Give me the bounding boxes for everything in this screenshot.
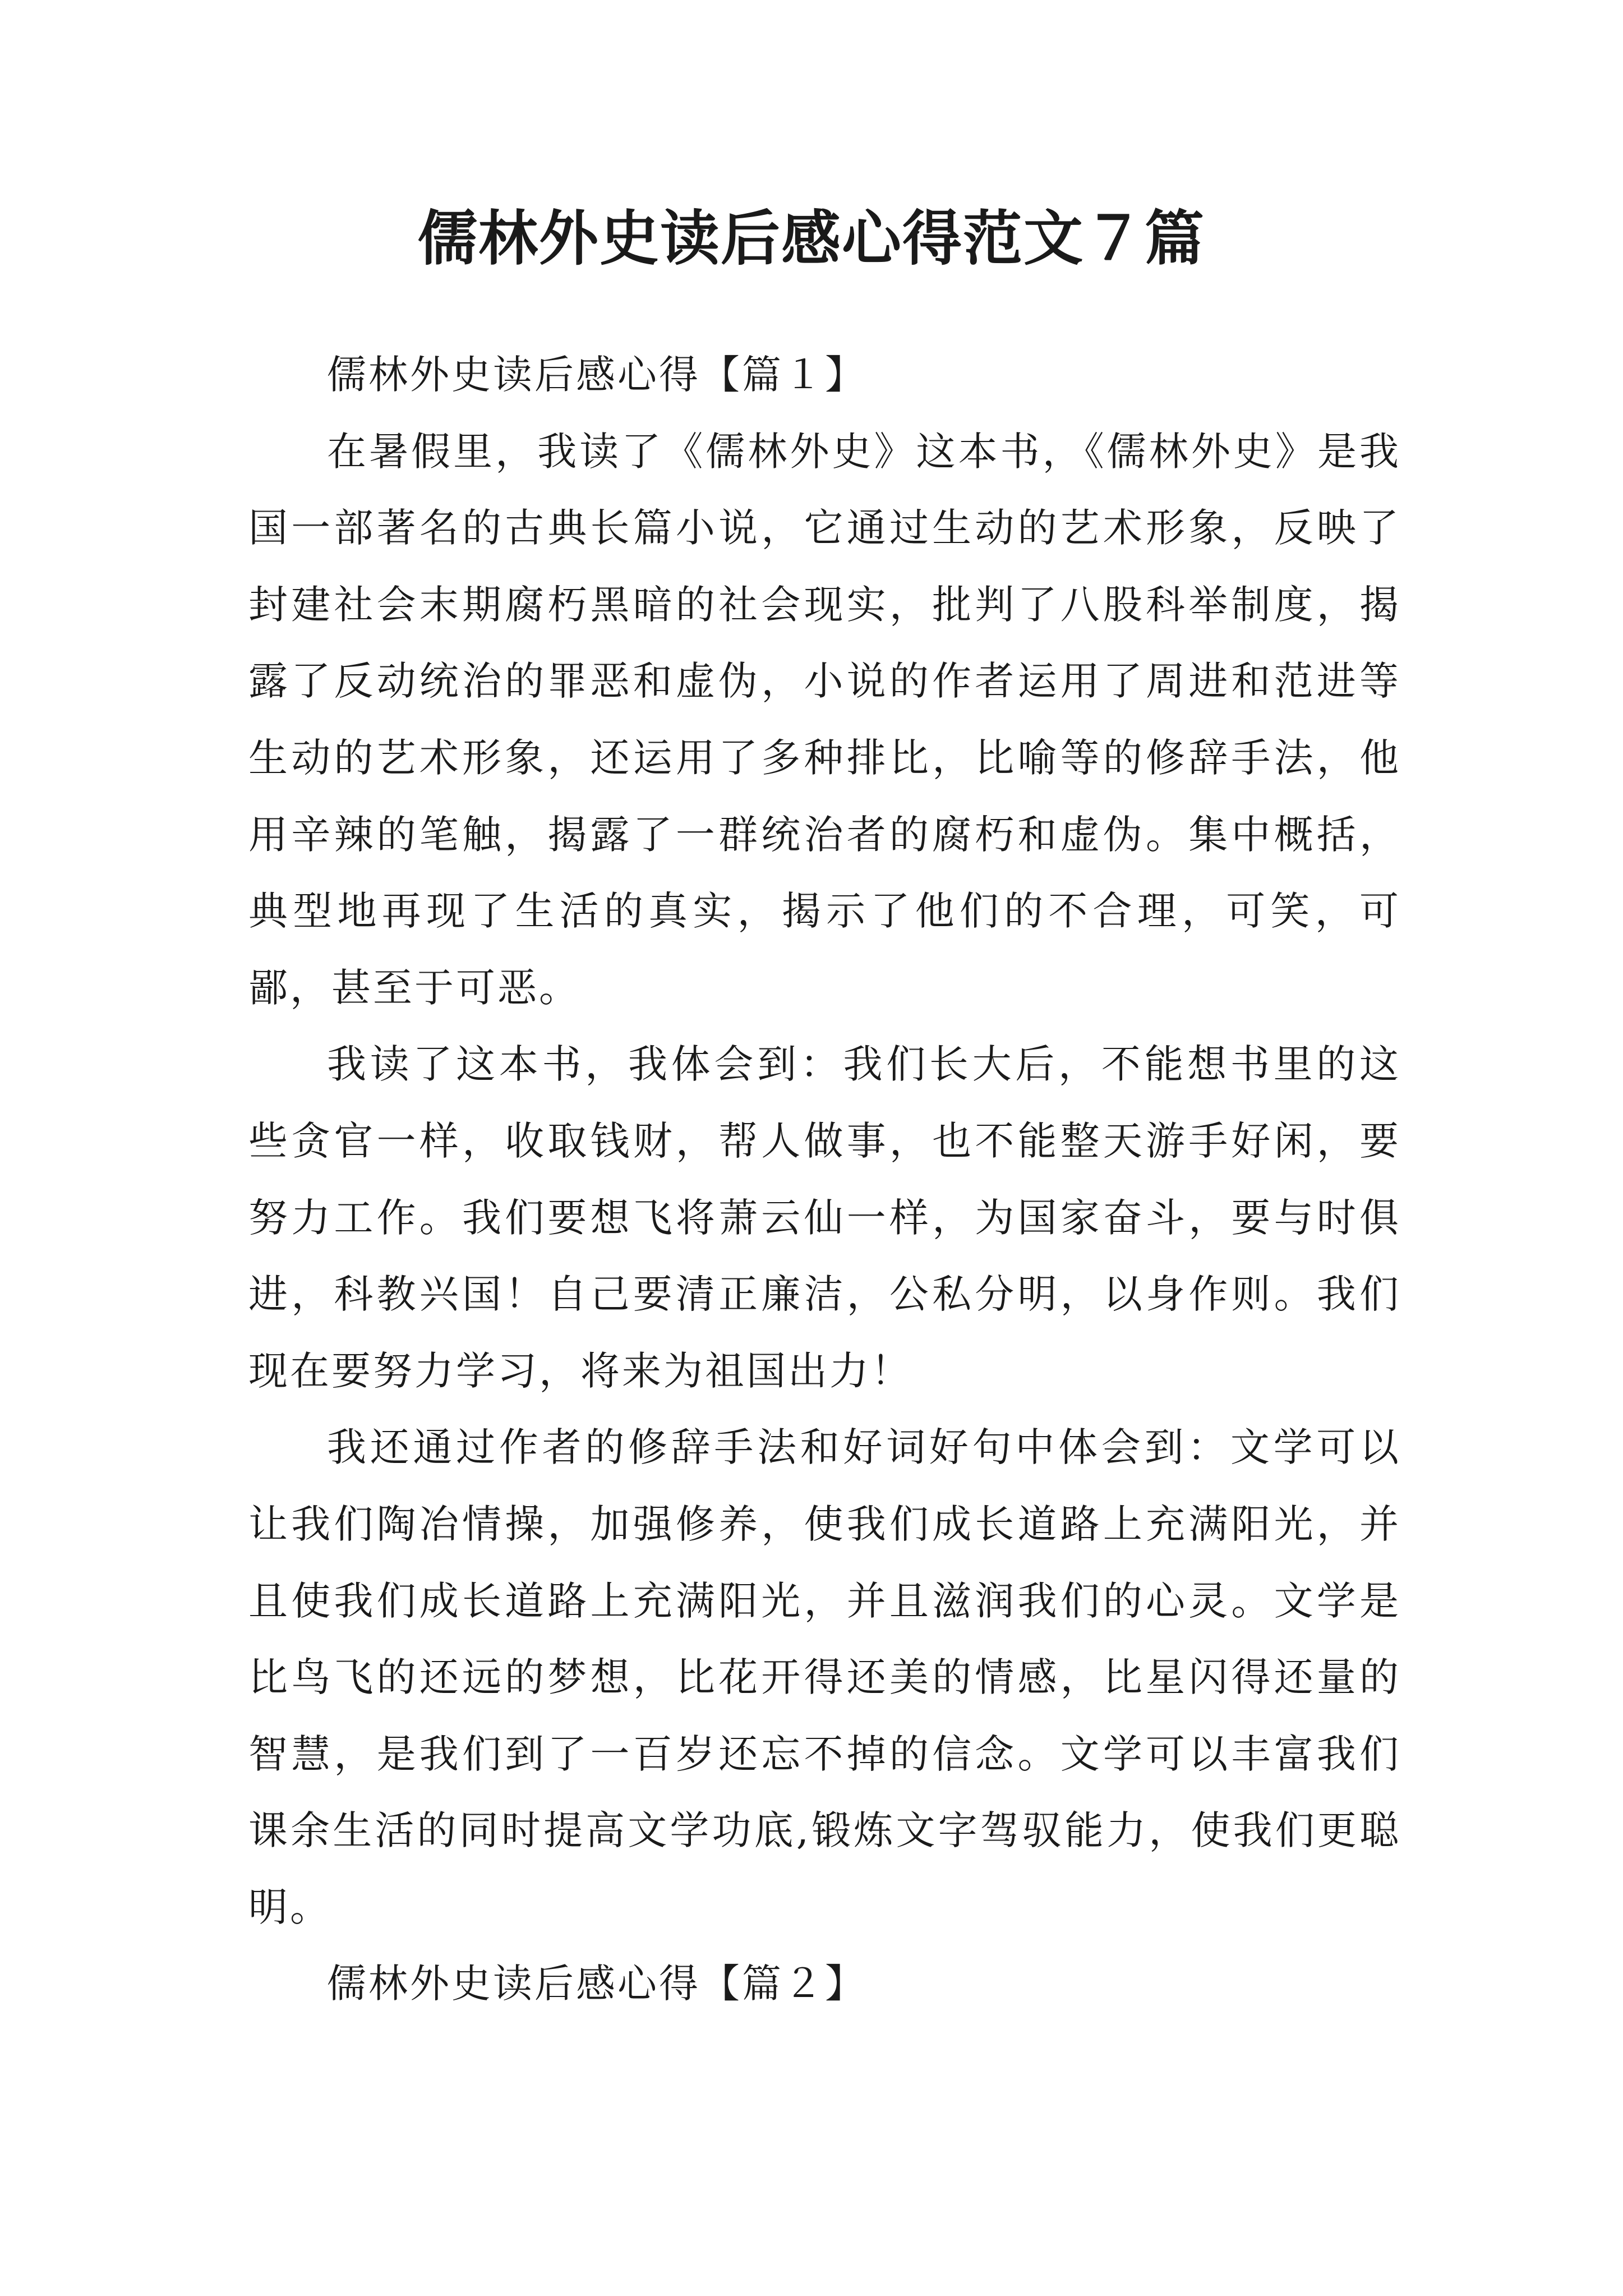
document-body	[248, 337, 1401, 2022]
paragraph: 我读了这本书，我体会到：我们长大后，不能想书里的这些贪官一样，收取钱财，帮人做事，也不能整天游手好闲，要努力工作。我们要想飞将萧云仙一样，为国家奋斗，要与时俱进，科教兴国！自己要清正廉洁，公私分明，以身作则。我们现在要努力学习，将来为祖国出力！	[248, 1041, 1401, 1394]
paragraph: 在暑假里，我读了《儒林外史》这本书，《儒林外史》是我国一部著名的古典长篇小说，它通过生动的艺术形象，反映了封建社会末期腐朽黑暗的社会现实，批判了八股科举制度，揭露了反动统治的罪恶和虚伪，小说的作者运用了周进和范进等生动的艺术形象，还运用了多种排比，比喻等的修辞手法，他用辛辣的笔触，揭露了一群统治者的腐朽和虚伪。集中概括，典型地再现了生活的真实，揭示了他们的不合理，可笑，可鄙，甚至于可恶。	[248, 428, 1401, 1011]
section-heading-1: 儒林外史读后感心得【篇１】	[327, 352, 866, 398]
section-heading-2: 儒林外史读后感心得【篇２】	[327, 1961, 866, 2007]
paragraph: 我还通过作者的修辞手法和好词好句中体会到：文学可以让我们陶冶情操，加强修养，使我们成长道路上充满阳光，并且使我们成长道路上充满阳光，并且滋润我们的心灵。文学是比鸟飞的还远的梦想，比花开得还美的情感，比星闪得还量的智慧，是我们到了一百岁还忘不掉的信念。文学可以丰富我们课余生活的同时提高文学功底,锻炼文字驾驭能力，使我们更聪明。	[248, 1424, 1401, 1930]
document-title: 儒林外史读后感心得范文７篇	[418, 203, 1205, 273]
